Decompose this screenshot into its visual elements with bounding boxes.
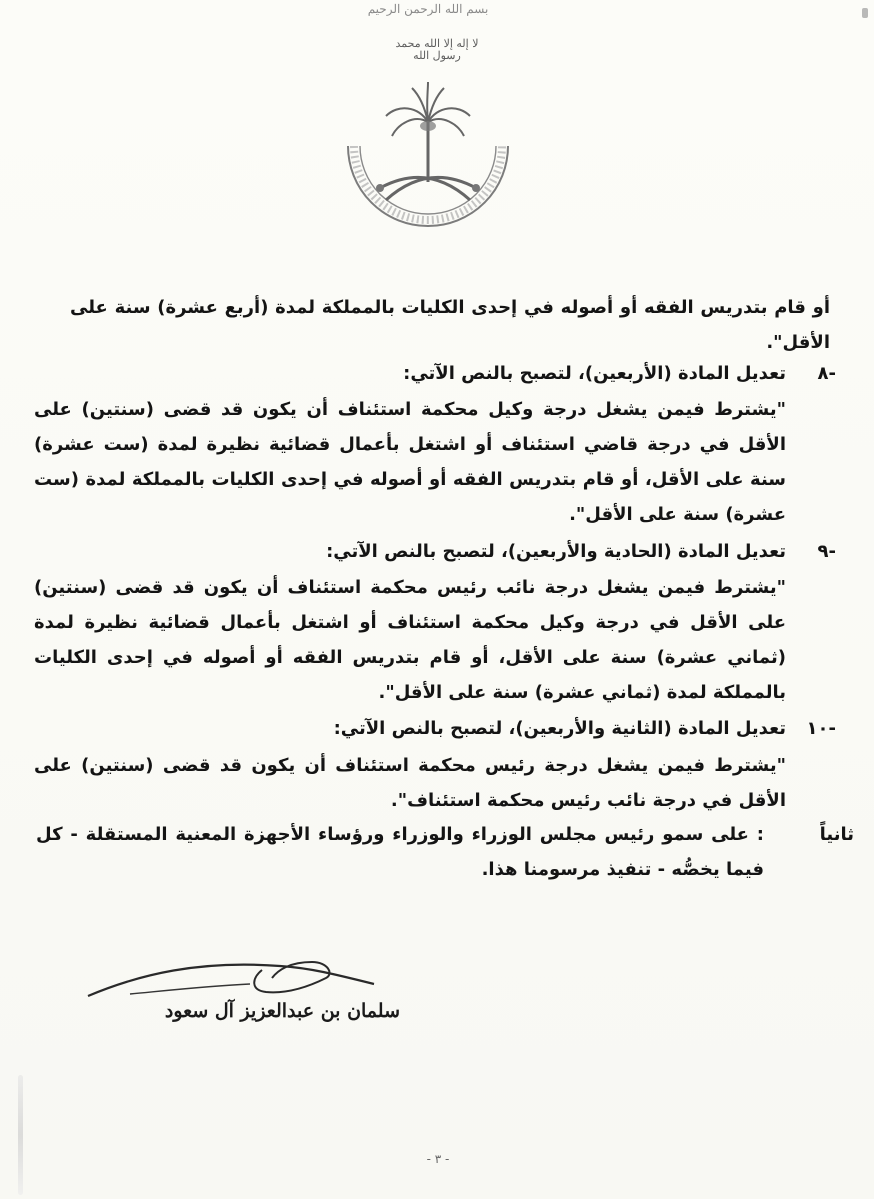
- item-heading-9: تعديل المادة (الحادية والأربعين)، لتصبح بالنص الآتي:: [326, 541, 786, 562]
- item-heading-8: تعديل المادة (الأربعين)، لتصبح بالنص الآتي:: [403, 363, 786, 384]
- signer-name: سلمان بن عبدالعزيز آل سعود: [164, 1000, 400, 1022]
- continuation-paragraph: أو قام بتدريس الفقه أو أصوله في إحدى الكليات بالمملكة لمدة (أربع عشرة) سنة على الأقل".: [70, 297, 830, 353]
- emblem-tawhid-text: لا إله إلا الله محمد رسول الله: [395, 37, 479, 62]
- scan-corner-mark: [862, 8, 868, 18]
- item-text-8: "يشترط فيمن يشغل درجة وكيل محكمة استئناف أن يكون قد قضى (سنتين) على الأقل في درجة قاضي استئناف أو اشتغل بأعمال قضائية نظيرة لمدة (ست عشرة) سنة على الأقل، أو قام بتدريس الفقه أو أصوله في إحدى الكليات بالمملكة لمدة (ست عشرة) سنة على الأقل".: [34, 399, 786, 525]
- item-text-9: "يشترط فيمن يشغل درجة نائب رئيس محكمة استئناف أن يكون قد قضى (سنتين) على الأقل في درجة وكيل محكمة استئناف أو اشتغل بأعمال قضائية نظيرة لمدة (ثماني عشرة) سنة على الأقل، أو قام بتدريس الفقه أو أصوله في إحدى الكليات بالمملكة لمدة (ثماني عشرة) سنة على الأقل".: [34, 577, 786, 703]
- scan-edge-mark: [18, 1075, 23, 1195]
- item-number-10: -١٠: [806, 718, 836, 739]
- basmala-header: بسم الله الرحمن الرحيم: [367, 2, 489, 16]
- item-text-10: "يشترط فيمن يشغل درجة رئيس محكمة استئناف أن يكون قد قضى (سنتين) على الأقل في درجة نائب رئيس محكمة استئناف".: [34, 755, 786, 811]
- item-number-8: -٨: [817, 363, 836, 384]
- item-number-9: -٩: [817, 541, 836, 562]
- item-heading-10: تعديل المادة (الثانية والأربعين)، لتصبح بالنص الآتي:: [333, 718, 786, 739]
- section-second-label: ثانياً: [819, 824, 854, 845]
- page-number: - ٣ -: [426, 1152, 450, 1166]
- section-second-text: : على سمو رئيس مجلس الوزراء والوزراء ورؤساء الأجهزة المعنية المستقلة - كل فيما يخصُّه - تنفيذ مرسومنا هذا.: [36, 824, 764, 880]
